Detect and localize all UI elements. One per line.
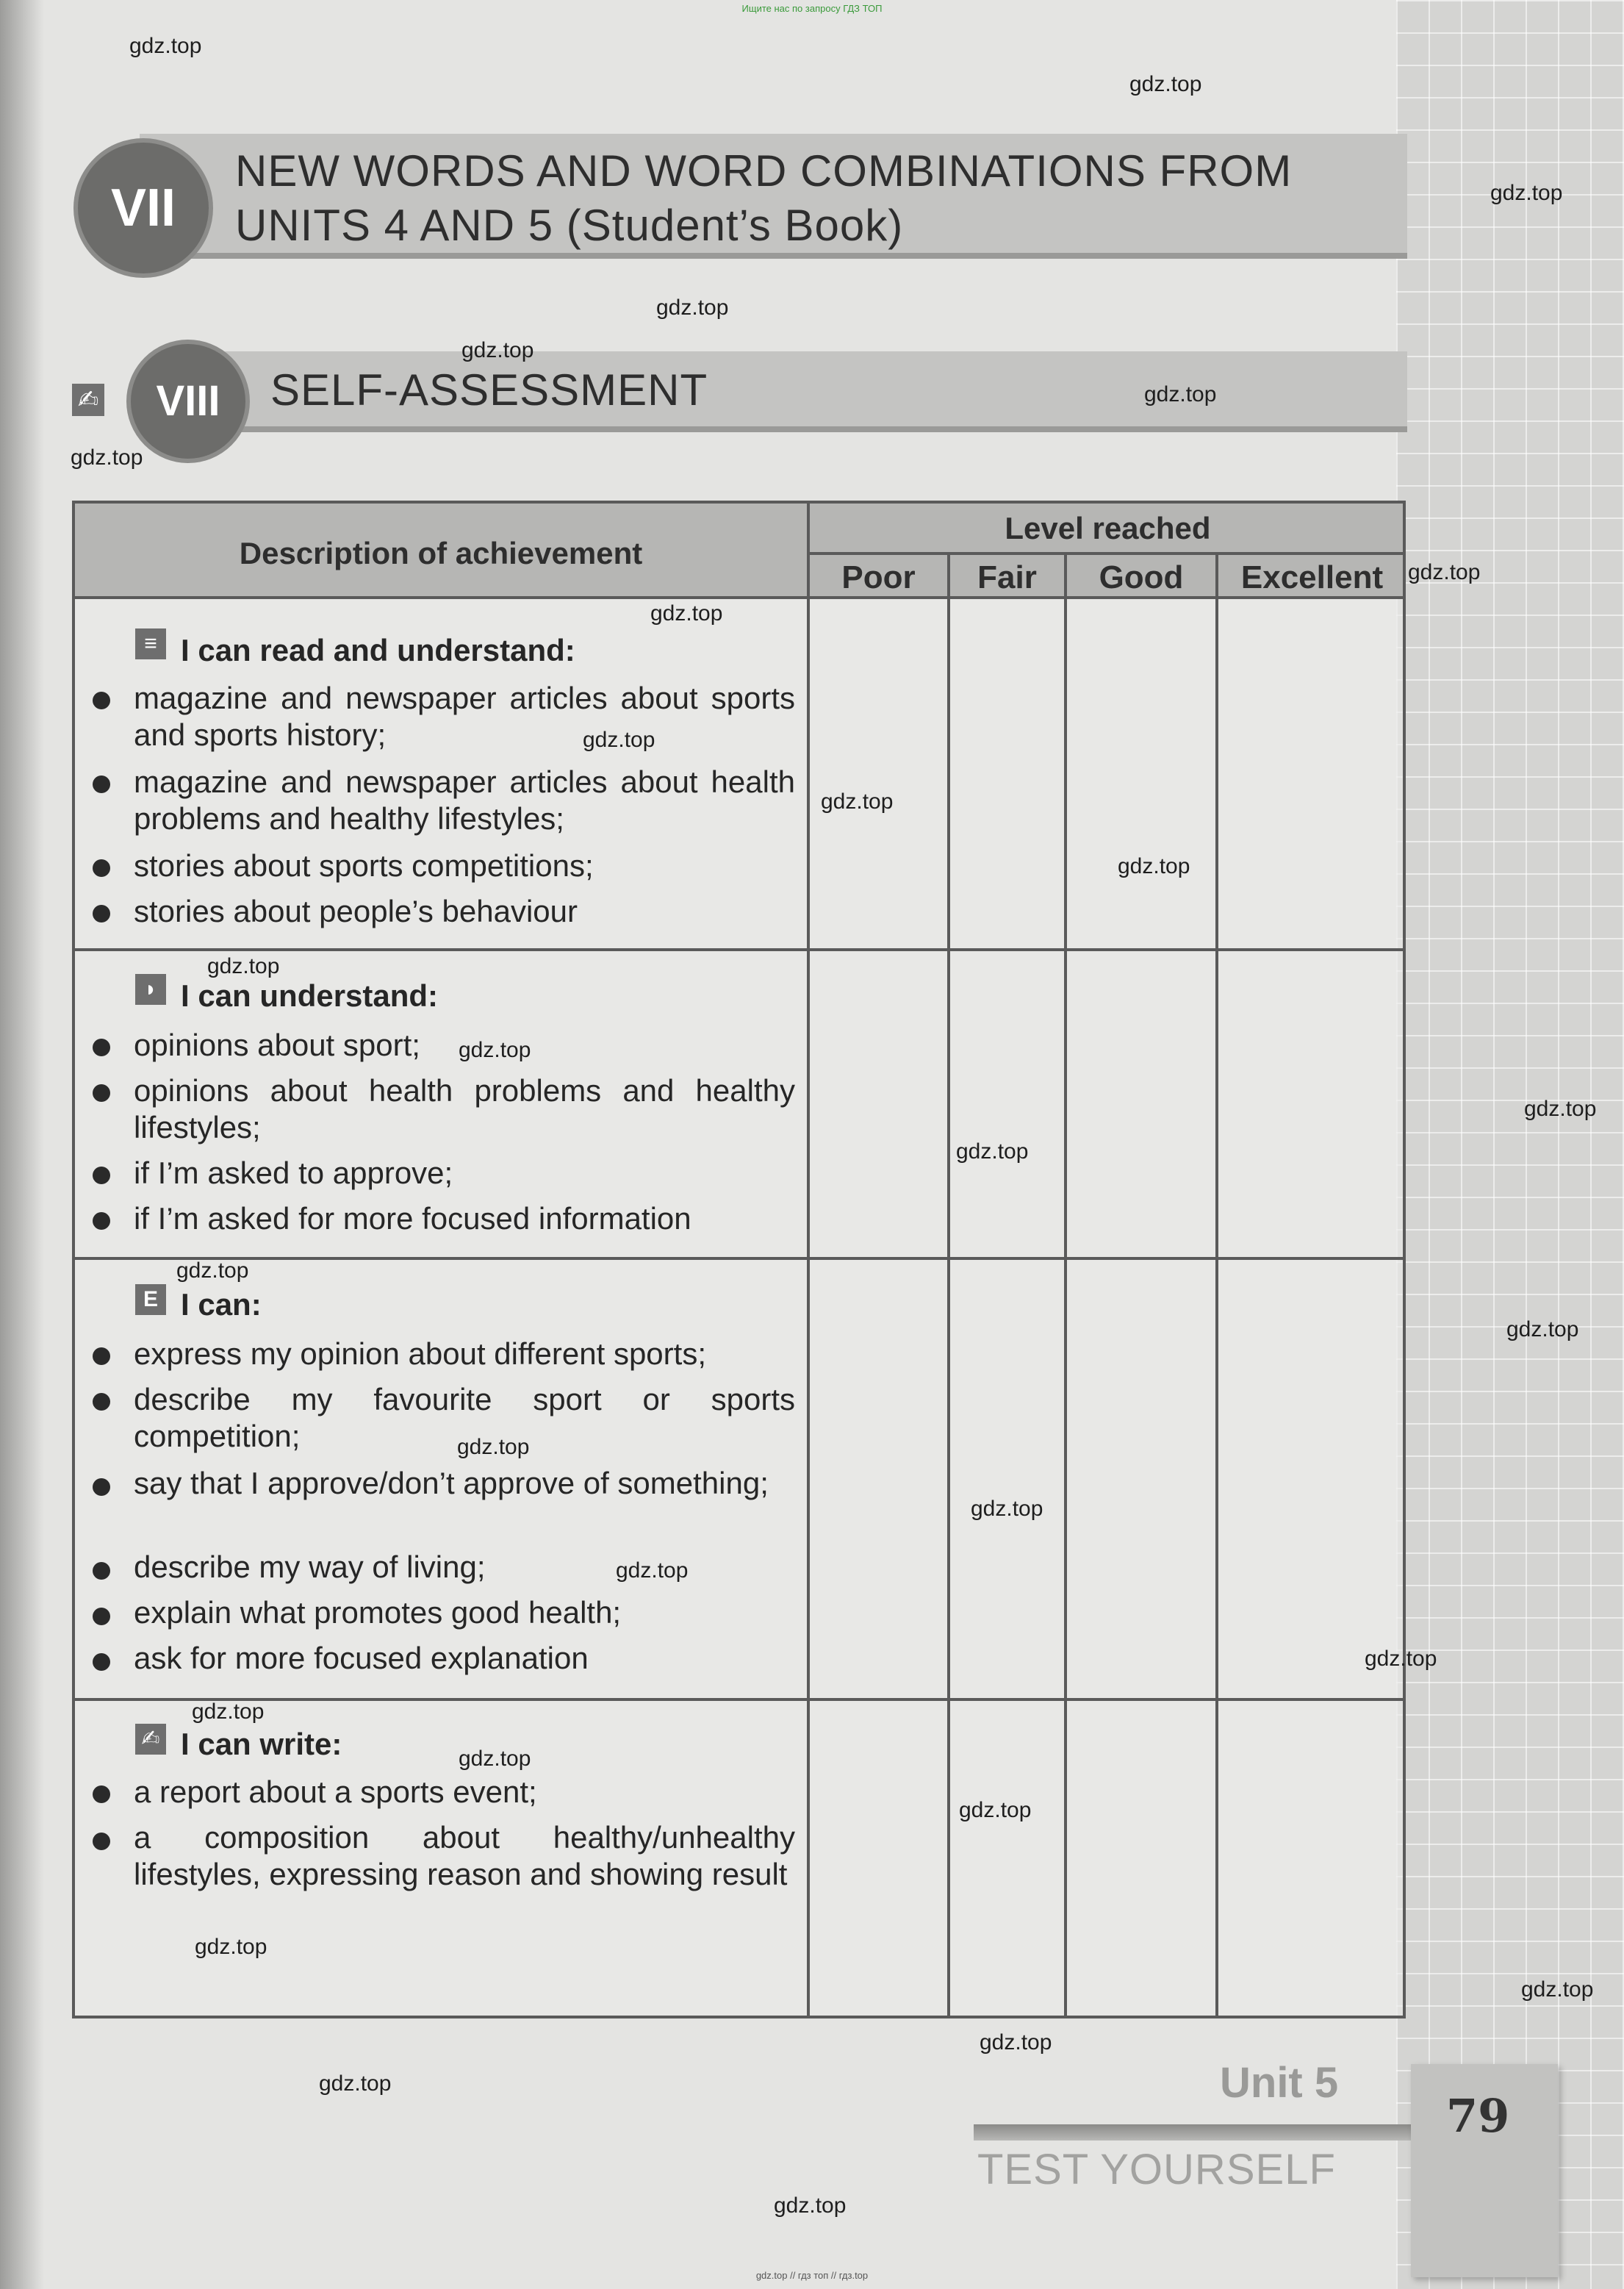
watermark: gdz.top xyxy=(459,1038,531,1062)
bullet xyxy=(93,1833,110,1850)
watermark: gdz.top xyxy=(192,1699,265,1724)
watermark: gdz.top xyxy=(176,1258,249,1283)
page-edge-shadow xyxy=(0,0,44,2289)
list-item: a composition about healthy/unhealthy lifestyles, expressing reason and showing result xyxy=(134,1820,795,1891)
list-item: explain what promotes good health; xyxy=(134,1595,622,1630)
watermark: gdz.top xyxy=(461,338,534,362)
section-8-number: VIII xyxy=(126,340,250,463)
watermark: gdz.top xyxy=(774,2193,847,2218)
list-item: ask for more focused explanation xyxy=(134,1641,589,1675)
group-speak-title: I can: xyxy=(181,1287,262,1322)
watermark: gdz.top xyxy=(821,789,894,814)
bullet xyxy=(93,1478,110,1496)
col-divider xyxy=(1215,552,1218,2016)
level-excellent-header: Excellent xyxy=(1240,559,1384,595)
bottom-banner: gdz.top // гдз топ // гдз.top xyxy=(755,2270,869,2281)
section-7-number: VII xyxy=(73,138,213,278)
list-item: magazine and newspaper articles about health problems and healthy lifestyles; xyxy=(134,764,795,836)
list-item: describe my way of living; xyxy=(134,1550,486,1584)
list-item: if I’m asked to approve; xyxy=(134,1156,453,1190)
bullet xyxy=(93,1212,110,1230)
group-write-title: I can write: xyxy=(181,1727,342,1761)
top-banner: Ищите нас по запросу ГДЗ ТОП xyxy=(741,3,883,14)
unit-label: Unit 5 xyxy=(1220,2059,1339,2107)
list-item: opinions about sport; xyxy=(134,1028,420,1062)
level-poor-header: Poor xyxy=(841,559,916,595)
watermark: gdz.top xyxy=(616,1558,689,1583)
section-7-title-line2: UNITS 4 AND 5 (Student’s Book) xyxy=(235,201,904,250)
watermark: gdz.top xyxy=(459,1747,531,1771)
watermark: gdz.top xyxy=(1521,1977,1594,2002)
bullet xyxy=(93,1608,110,1625)
section-8-bar-line xyxy=(184,426,1407,432)
level-good-header: Good xyxy=(1099,559,1184,595)
watermark: gdz.top xyxy=(129,34,202,58)
col-divider xyxy=(947,552,950,2016)
watermark: gdz.top xyxy=(1490,181,1563,205)
list-item: magazine and newspaper articles about sports and sports history; xyxy=(134,681,795,752)
list-item: say that I approve/don’t approve of something; xyxy=(134,1466,769,1500)
col-description-header: Description of achievement xyxy=(239,536,643,570)
bullet xyxy=(93,1084,110,1102)
watermark: gdz.top xyxy=(656,295,729,320)
speak-icon: E xyxy=(135,1284,166,1315)
bullet xyxy=(93,775,110,793)
bullet xyxy=(93,859,110,877)
list-item: opinions about health problems and healthy lifestyles; xyxy=(134,1073,795,1144)
group-read-title: I can read and understand: xyxy=(181,633,575,667)
watermark: gdz.top xyxy=(956,1139,1029,1164)
watermark: gdz.top xyxy=(195,1935,267,1959)
watermark: gdz.top xyxy=(980,2030,1052,2055)
write-badge-icon: ✍ xyxy=(72,384,104,416)
watermark: gdz.top xyxy=(1365,1647,1437,1671)
section-8-title: SELF-ASSESSMENT xyxy=(270,365,708,415)
list-item: stories about people’s behaviour xyxy=(134,894,578,928)
watermark: gdz.top xyxy=(650,601,723,626)
bullet xyxy=(93,1653,110,1671)
list-item: stories about sports competitions; xyxy=(134,848,594,883)
bullet xyxy=(93,1347,110,1365)
read-icon: ≡ xyxy=(135,628,166,659)
watermark: gdz.top xyxy=(959,1798,1032,1822)
watermark: gdz.top xyxy=(1506,1317,1579,1341)
self-assessment-table xyxy=(72,501,1406,2018)
group-listen-title: I can understand: xyxy=(181,978,439,1013)
bullet xyxy=(93,1039,110,1056)
bullet xyxy=(93,1393,110,1411)
watermark: gdz.top xyxy=(971,1497,1043,1521)
row-divider xyxy=(75,1257,1406,1260)
test-yourself-label: TEST YOURSELF xyxy=(977,2146,1336,2193)
write-icon: ✍ xyxy=(135,1724,166,1755)
watermark: gdz.top xyxy=(319,2071,392,2096)
col-divider xyxy=(1064,552,1067,2016)
watermark: gdz.top xyxy=(457,1435,530,1459)
list-item: express my opinion about different sports; xyxy=(134,1336,706,1371)
watermark: gdz.top xyxy=(1144,382,1217,406)
watermark: gdz.top xyxy=(1129,72,1202,96)
bullet xyxy=(93,1785,110,1803)
right-margin-grid xyxy=(1396,0,1624,2289)
bullet xyxy=(93,692,110,709)
test-yourself-bar xyxy=(974,2124,1415,2141)
col-level-header: Level reached xyxy=(1005,511,1211,545)
watermark: gdz.top xyxy=(1524,1097,1597,1121)
list-item: if I’m asked for more focused information xyxy=(134,1201,691,1236)
bullet xyxy=(93,1167,110,1184)
watermark: gdz.top xyxy=(1408,560,1481,584)
row-divider xyxy=(75,1698,1406,1701)
row-divider xyxy=(75,948,1406,951)
watermark: gdz.top xyxy=(1118,854,1190,878)
list-item: describe my favourite sport or sports competition; xyxy=(134,1382,795,1453)
page-number: 79 xyxy=(1446,2089,1510,2143)
header-divider xyxy=(807,552,1406,555)
watermark: gdz.top xyxy=(583,728,655,752)
bullet xyxy=(93,905,110,923)
level-fair-header: Fair xyxy=(977,559,1037,595)
section-7-bar-line xyxy=(140,253,1407,259)
watermark: gdz.top xyxy=(207,954,280,978)
listen-icon: ◗ xyxy=(135,974,166,1005)
watermark: gdz.top xyxy=(71,445,143,470)
bullet xyxy=(93,1562,110,1580)
list-item: a report about a sports event; xyxy=(134,1774,537,1809)
section-7-title-line1: NEW WORDS AND WORD COMBINATIONS FROM xyxy=(235,146,1293,196)
